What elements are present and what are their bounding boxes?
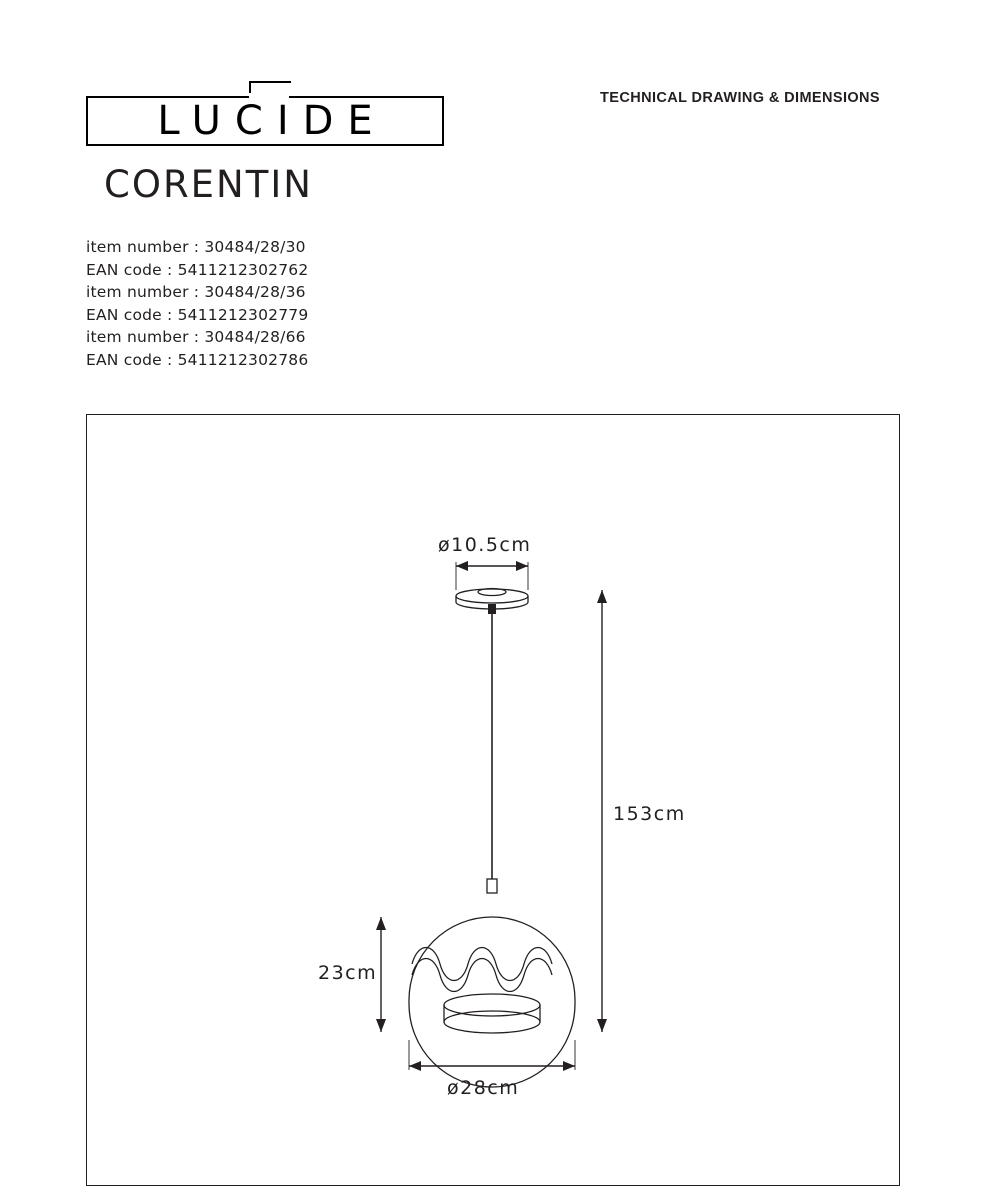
dimension-canopy-diameter	[456, 561, 528, 590]
ean-code-2: EAN code : 5411212302779	[86, 305, 309, 324]
dimension-label-shade-height: 23cm	[318, 962, 378, 984]
page-title: TECHNICAL DRAWING & DIMENSIONS	[600, 90, 880, 106]
item-number-2: item number : 30484/28/36	[86, 283, 306, 301]
dimension-shade-diameter	[409, 1040, 575, 1071]
pendant-lamp-illustration	[409, 589, 575, 1088]
dimension-total-height	[597, 590, 607, 1032]
dimension-label-total-height: 153cm	[613, 803, 686, 825]
item-number-3: item number : 30484/28/66	[86, 328, 306, 346]
dimension-shade-height	[376, 917, 386, 1032]
item-number-1: item number : 30484/28/30	[86, 238, 306, 256]
logo-wordmark: LUCIDE	[157, 98, 387, 144]
ean-code-1: EAN code : 5411212302762	[86, 260, 309, 279]
dimension-label-canopy-diameter: ø10.5cm	[438, 534, 532, 556]
product-name: CORENTIN	[104, 163, 313, 206]
ean-code-3: EAN code : 5411212302786	[86, 350, 309, 369]
dimension-label-shade-diameter: ø28cm	[447, 1077, 520, 1099]
